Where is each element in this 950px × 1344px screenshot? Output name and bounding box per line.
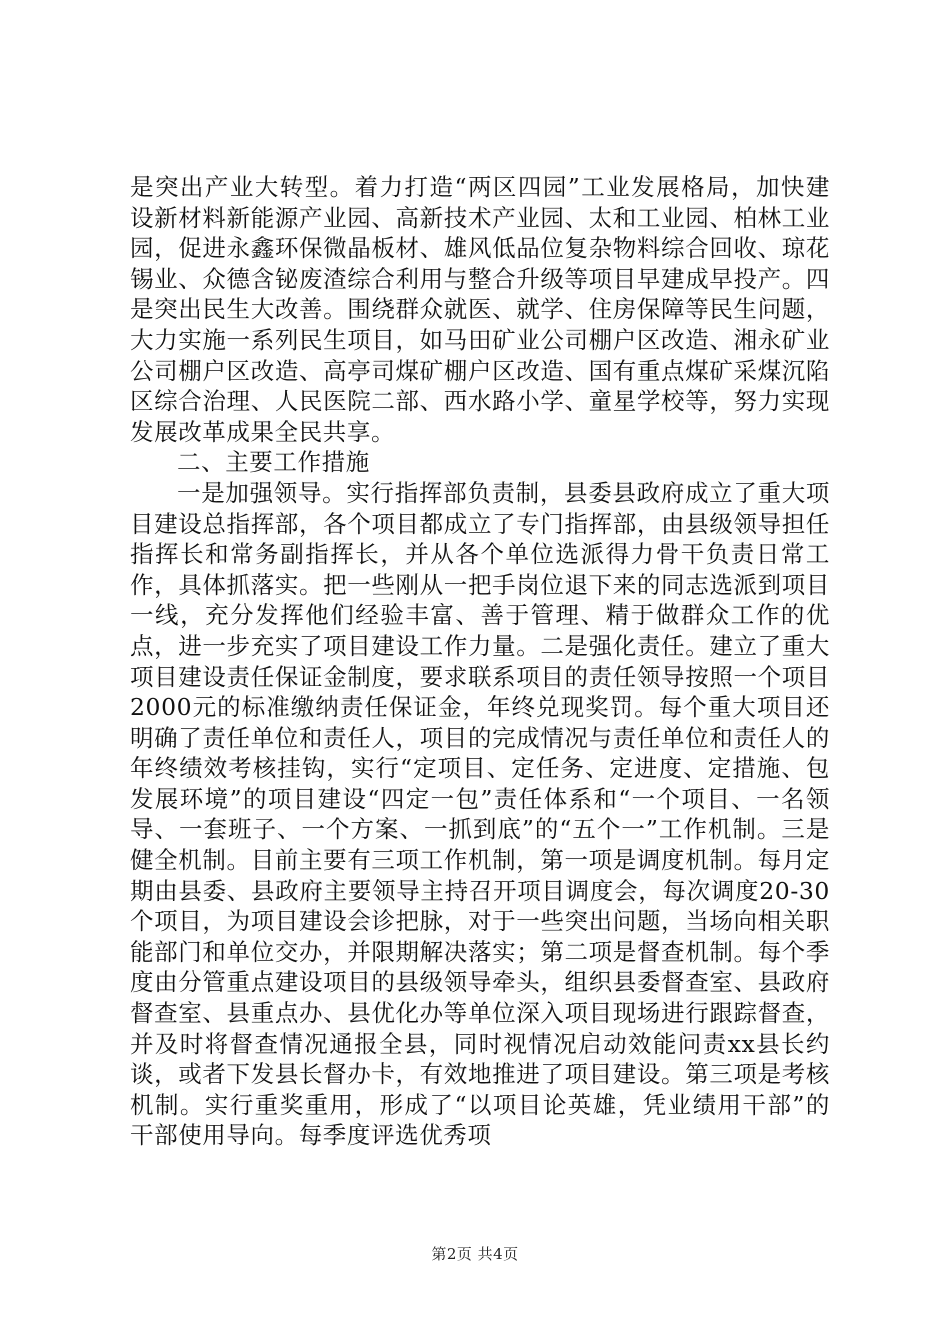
section-heading: 二、主要工作措施 (177, 448, 370, 477)
paragraph-measures: 一是加强领导。实行指挥部负责制，县委县政府成立了重大项目建设总指挥部，各个项目都成立了专门指挥部，由县级领导担任指挥长和常务副指挥长，并从各个单位选派得力骨干负责日常工作，具体抓落实。把一些刚从一把手岗位退下来的同志选派到项目一线，充分发挥他们经验丰富、善于管理、精于做群众工作的优点，进一步充实了项目建设工作力量。二是强化责任。建立了重大项目建设责任保证金制度，要求联系项目的责任领导按照一个项目2000元的标准缴纳责任保证金，年终兑现奖罚。每个重大项目还明确了责任单位和责任人，项目的完成情况与责任单位和责任人的年终绩效考核挂钩，实行“定项目、定任务、定进度、定措施、包发展环境”的项目建设“四定一包”责任体系和“一个项目、一名领导、一套班子、一个方案、一抓到底”的“五个一”工作机制。三是健全机制。目前主要有三项工作机制，第一项是调度机制。每月定期由县委、县政府主要领导主持召开项目调度会，每次调度20-30个项目，为项目建设会诊把脉，对于一些突出问题，当场向相关职能部门和单位交办，并限期解决落实；第二项是督查机制。每个季度由分管重点建设项目的县级领导牵头，组织县委督查室、县政府督查室、县重点办、县优化办等单位深入项目现场进行跟踪督查，并及时将督查情况通报全县，同时视情况启动效能问责xx县长约谈，或者下发县长督办卡，有效地推进了项目建设。第三项是考核机制。实行重奖重用，形成了“以项目论英雄，凭业绩用干部”的干部使用导向。每季度评选优秀项 (130, 478, 830, 1150)
page-number-footer: 第2页 共4页 (431, 1245, 519, 1263)
document-body (130, 172, 830, 1151)
paragraph-continuation: 是突出产业大转型。着力打造“两区四园”工业发展格局，加快建设新材料新能源产业园、高新技术产业园、太和工业园、柏林工业园，促进永鑫环保微晶板材、雄风低品位复杂物料综合回收、琼花锡业、众德含铋废渣综合利用与整合升级等项目早建成早投产。四是突出民生大改善。围绕群众就医、就学、住房保障等民生问题，大力实施一系列民生项目，如马田矿业公司棚户区改造、湘永矿业公司棚户区改造、高亭司煤矿棚户区改造、国有重点煤矿采煤沉陷区综合治理、人民医院二部、西水路小学、童星学校等，努力实现发展改革成果全民共享。 (130, 173, 830, 446)
